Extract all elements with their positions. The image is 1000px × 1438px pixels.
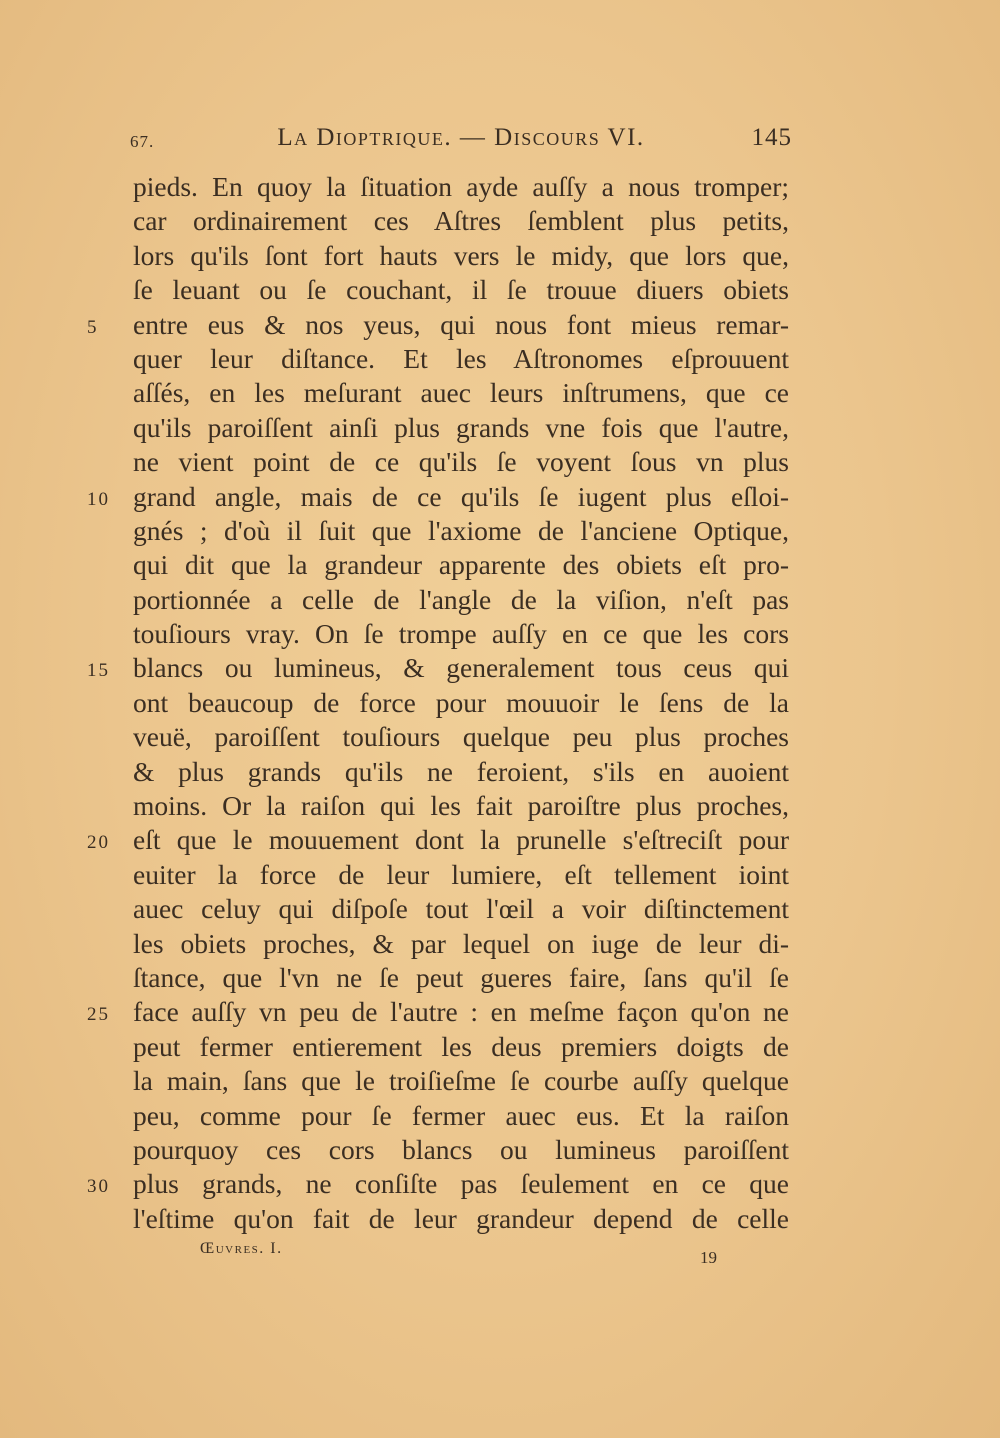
text-line: [133, 1030, 789, 1064]
text-line-content: l'eſtime qu'on fait de leur grandeur depend de celle: [133, 1202, 789, 1234]
text-line: [133, 617, 789, 651]
text-line-content: ont beaucoup de force pour mouuoir le ſens de la: [133, 686, 789, 718]
text-line-content: ſe leuant ou ſe couchant, il ſe trouue diuers obiets: [133, 274, 789, 306]
text-line-content: ſtance, que l'vn ne ſe peut gueres faire, ſans qu'il ſe: [133, 961, 789, 993]
text-line: [133, 1133, 789, 1167]
line-number: 20: [87, 832, 110, 854]
text-line-content: quer leur diſtance. Et les Aſtronomes eſprouuent: [133, 342, 789, 374]
text-line: [133, 514, 789, 548]
text-line-content: pourquoy ces cors blancs ou lumineus paroiſſent: [133, 1133, 789, 1165]
text-line: [133, 789, 789, 823]
text-line: [87, 651, 789, 685]
text-line-content: auec celuy qui diſpoſe tout l'œil a voir diſtinctement: [133, 893, 789, 925]
text-line: [133, 273, 789, 307]
text-line-content: plus grands, ne conſiſte pas ſeulement en ce que: [133, 1168, 789, 1200]
text-line-content: face auſſy vn peu de l'autre : en meſme façon qu'on ne: [133, 996, 789, 1028]
text-line-content: touſiours vray. On ſe trompe auſſy en ce que les cors: [133, 618, 789, 650]
text-line: [133, 858, 789, 892]
body-text: [87, 170, 789, 1236]
text-line-content: blancs ou lumineus, & generalement tous ceus qui: [133, 652, 789, 684]
running-head: [130, 124, 792, 158]
text-line-content: gnés ; d'où il ſuit que l'axiome de l'anciene Optique,: [133, 514, 789, 546]
text-line-content: veuë, paroiſſent touſiours quelque peu plus proches: [133, 721, 789, 753]
text-line: [133, 204, 789, 238]
text-line-content: portionnée a celle de l'angle de la viſion, n'eſt pas: [133, 583, 789, 615]
text-line-content: la main, ſans que le troiſieſme ſe courbe auſſy quelque: [133, 1065, 789, 1097]
text-line: [133, 239, 789, 273]
text-line-content: aſſés, en les meſurant auec leurs inſtrumens, que ce: [133, 377, 789, 409]
text-line: [87, 480, 789, 514]
text-line: [87, 308, 789, 342]
text-line: [133, 720, 789, 754]
text-line-content: car ordinairement ces Aſtres ſemblent plus petits,: [133, 205, 789, 237]
text-line: [87, 995, 789, 1029]
text-line: [133, 927, 789, 961]
text-line-content: peut fermer entierement les deus premiers doigts de: [133, 1030, 789, 1062]
text-line-content: eſt que le mouuement dont la prunelle s'eſtreciſt pour: [133, 824, 789, 856]
text-line: [133, 1099, 789, 1133]
text-line-content: & plus grands qu'ils ne feroient, s'ils en auoient: [133, 755, 789, 787]
running-title: La Dioptrique. — Discours VI.: [277, 124, 645, 151]
text-line: [133, 1064, 789, 1098]
text-line-content: qu'ils paroiſſent ainſi plus grands vne fois que l'autre,: [133, 411, 789, 443]
line-number: 10: [87, 488, 110, 510]
text-line: [133, 1202, 789, 1236]
text-line: [133, 376, 789, 410]
text-line-content: pieds. En quoy la ſituation ayde auſſy a nous tromper;: [133, 171, 789, 202]
text-line-content: entre eus & nos yeus, qui nous font mieus remar-: [133, 308, 789, 340]
text-line: [133, 342, 789, 376]
text-line: [133, 583, 789, 617]
text-line: [133, 961, 789, 995]
text-line: [133, 445, 789, 479]
line-number: 15: [87, 660, 110, 682]
line-number: 30: [87, 1176, 110, 1198]
text-line: [133, 411, 789, 445]
text-line: [133, 892, 789, 926]
text-line-content: qui dit que la grandeur apparente des obiets eſt pro-: [133, 549, 789, 581]
folio-left: 67.: [130, 132, 155, 151]
page-number: 145: [751, 124, 792, 151]
text-line: [87, 823, 789, 857]
text-line: [133, 170, 789, 204]
signature-mark: Œuvres. I.: [200, 1240, 283, 1257]
text-line-content: grand angle, mais de ce qu'ils ſe iugent plus eſloi-: [133, 480, 789, 512]
text-line-content: moins. Or la raiſon qui les fait paroiſtre plus proches,: [133, 790, 789, 822]
text-line: [133, 686, 789, 720]
line-number: 25: [87, 1004, 110, 1026]
text-line: [133, 755, 789, 789]
text-line-content: peu, comme pour ſe fermer auec eus. Et la raiſon: [133, 1099, 789, 1131]
line-number: 5: [87, 316, 99, 338]
text-line-content: euiter la force de leur lumiere, eſt tellement ioint: [133, 858, 789, 890]
text-line: [133, 548, 789, 582]
signature-number: 19: [700, 1248, 717, 1267]
page-footer: [200, 1240, 720, 1270]
text-line-content: lors qu'ils ſont fort hauts vers le midy, que lors que,: [133, 239, 789, 271]
text-line-content: ne vient point de ce qu'ils ſe voyent ſous vn plus: [133, 446, 789, 478]
text-line: [87, 1167, 789, 1201]
text-line-content: les obiets proches, & par lequel on iuge de leur di-: [133, 927, 789, 959]
